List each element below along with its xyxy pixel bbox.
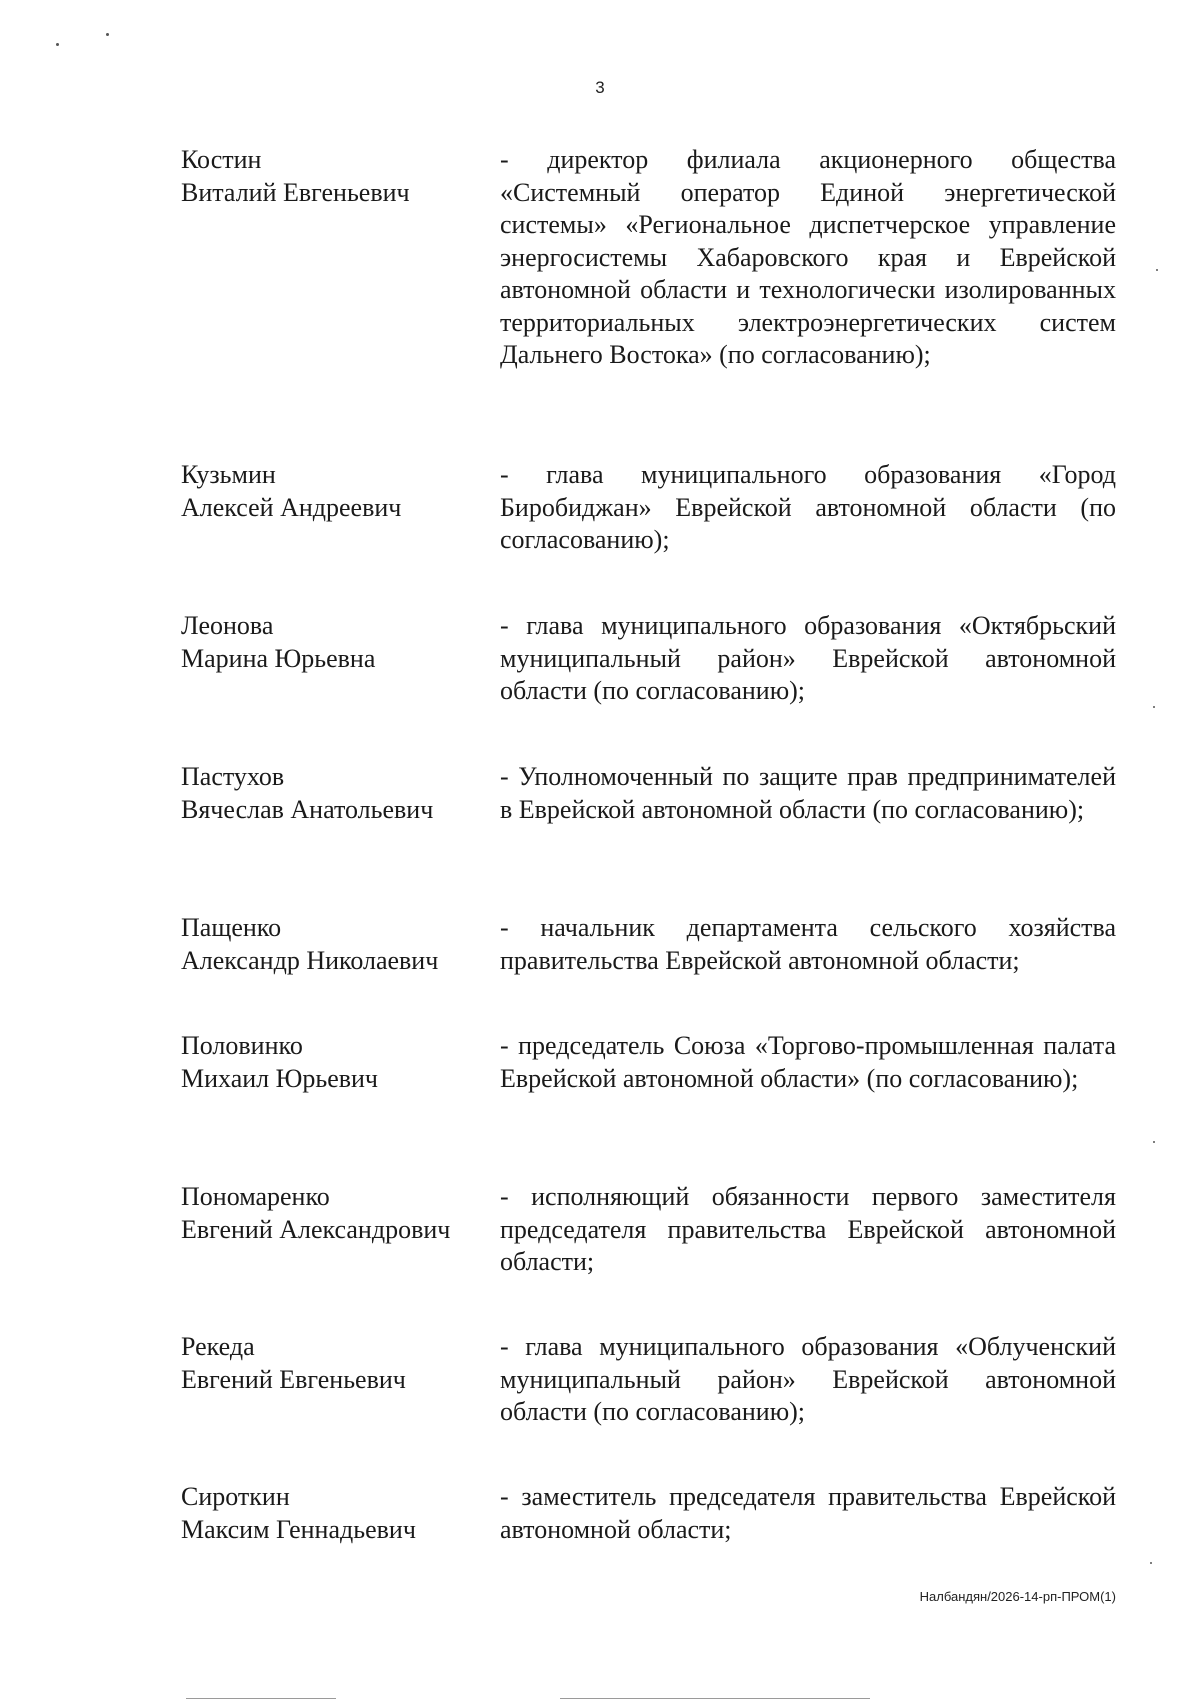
member-description: - глава муниципального образования «Город Биробиджан» Еврейской автономной области (по согласованию);: [500, 460, 1116, 554]
member-surname: Пащенко: [181, 913, 282, 942]
member-description: - начальник департамента сельского хозяйства правительства Еврейской автономной области;: [500, 913, 1116, 975]
scan-speck: [1156, 269, 1158, 271]
member-description: - Уполномоченный по защите прав предпринимателей в Еврейской автономной области (по согласованию);: [500, 762, 1116, 824]
member-description: - исполняющий обязанности первого заместителя председателя правительства Еврейской автономной области;: [500, 1182, 1116, 1276]
member-name: [181, 1181, 481, 1246]
member-name: [181, 761, 481, 826]
member-description: - глава муниципального образования «Облученский муниципальный район» Еврейской автономной области (по согласованию);: [500, 1332, 1116, 1426]
member-surname: Костин: [181, 145, 262, 174]
scan-speck: [106, 33, 109, 36]
member-given-names: Михаил Юрьевич: [181, 1063, 379, 1093]
member-given-names: Евгений Евгеньевич: [181, 1364, 406, 1394]
scan-speck: [1153, 706, 1155, 708]
member-given-names: Евгений Александрович: [181, 1214, 451, 1244]
member-name: [181, 1030, 481, 1095]
document-reference: Налбандян/2026-14-рп-ПРОМ(1): [919, 1589, 1116, 1604]
member-name: [181, 1481, 481, 1546]
member-description: - директор филиала акционерного общества «Системный оператор Единой энергетической системы» «Региональное диспетчерское управление энергосистемы Хабаровского края и Еврейской автономной области и технологически изолированных территориальных электроэнергетических систем Дальнего Востока» (по согласованию);: [500, 145, 1116, 369]
member-surname: Пастухов: [181, 762, 285, 791]
scan-edge-line: [560, 1698, 870, 1699]
member-given-names: Максим Геннадьевич: [181, 1514, 416, 1544]
scan-speck: [56, 43, 59, 46]
member-surname: Рекеда: [181, 1332, 255, 1361]
scan-speck: [1153, 1141, 1155, 1143]
member-given-names: Виталий Евгеньевич: [181, 177, 410, 207]
member-name: [181, 144, 481, 209]
member-name: [181, 610, 481, 675]
member-surname: Половинко: [181, 1031, 303, 1060]
member-name: [181, 459, 481, 524]
member-surname: Леонова: [181, 611, 274, 640]
page-number: 3: [595, 78, 605, 97]
member-surname: Сироткин: [181, 1482, 290, 1511]
member-surname: Пономаренко: [181, 1182, 330, 1211]
member-given-names: Вячеслав Анатольевич: [181, 794, 434, 824]
member-given-names: Александр Николаевич: [181, 945, 439, 975]
member-description: - глава муниципального образования «Октябрьский муниципальный район» Еврейской автономной области (по согласованию);: [500, 611, 1116, 705]
scan-speck: [1150, 1562, 1152, 1564]
scan-edge-line: [186, 1698, 336, 1699]
member-surname: Кузьмин: [181, 460, 276, 489]
member-given-names: Алексей Андреевич: [181, 492, 402, 522]
member-name: [181, 1331, 481, 1396]
member-given-names: Марина Юрьевна: [181, 643, 376, 673]
member-description: - председатель Союза «Торгово-промышленная палата Еврейской автономной области» (по согласованию);: [500, 1031, 1116, 1093]
member-description: - заместитель председателя правительства Еврейской автономной области;: [500, 1482, 1116, 1544]
member-name: [181, 912, 481, 977]
